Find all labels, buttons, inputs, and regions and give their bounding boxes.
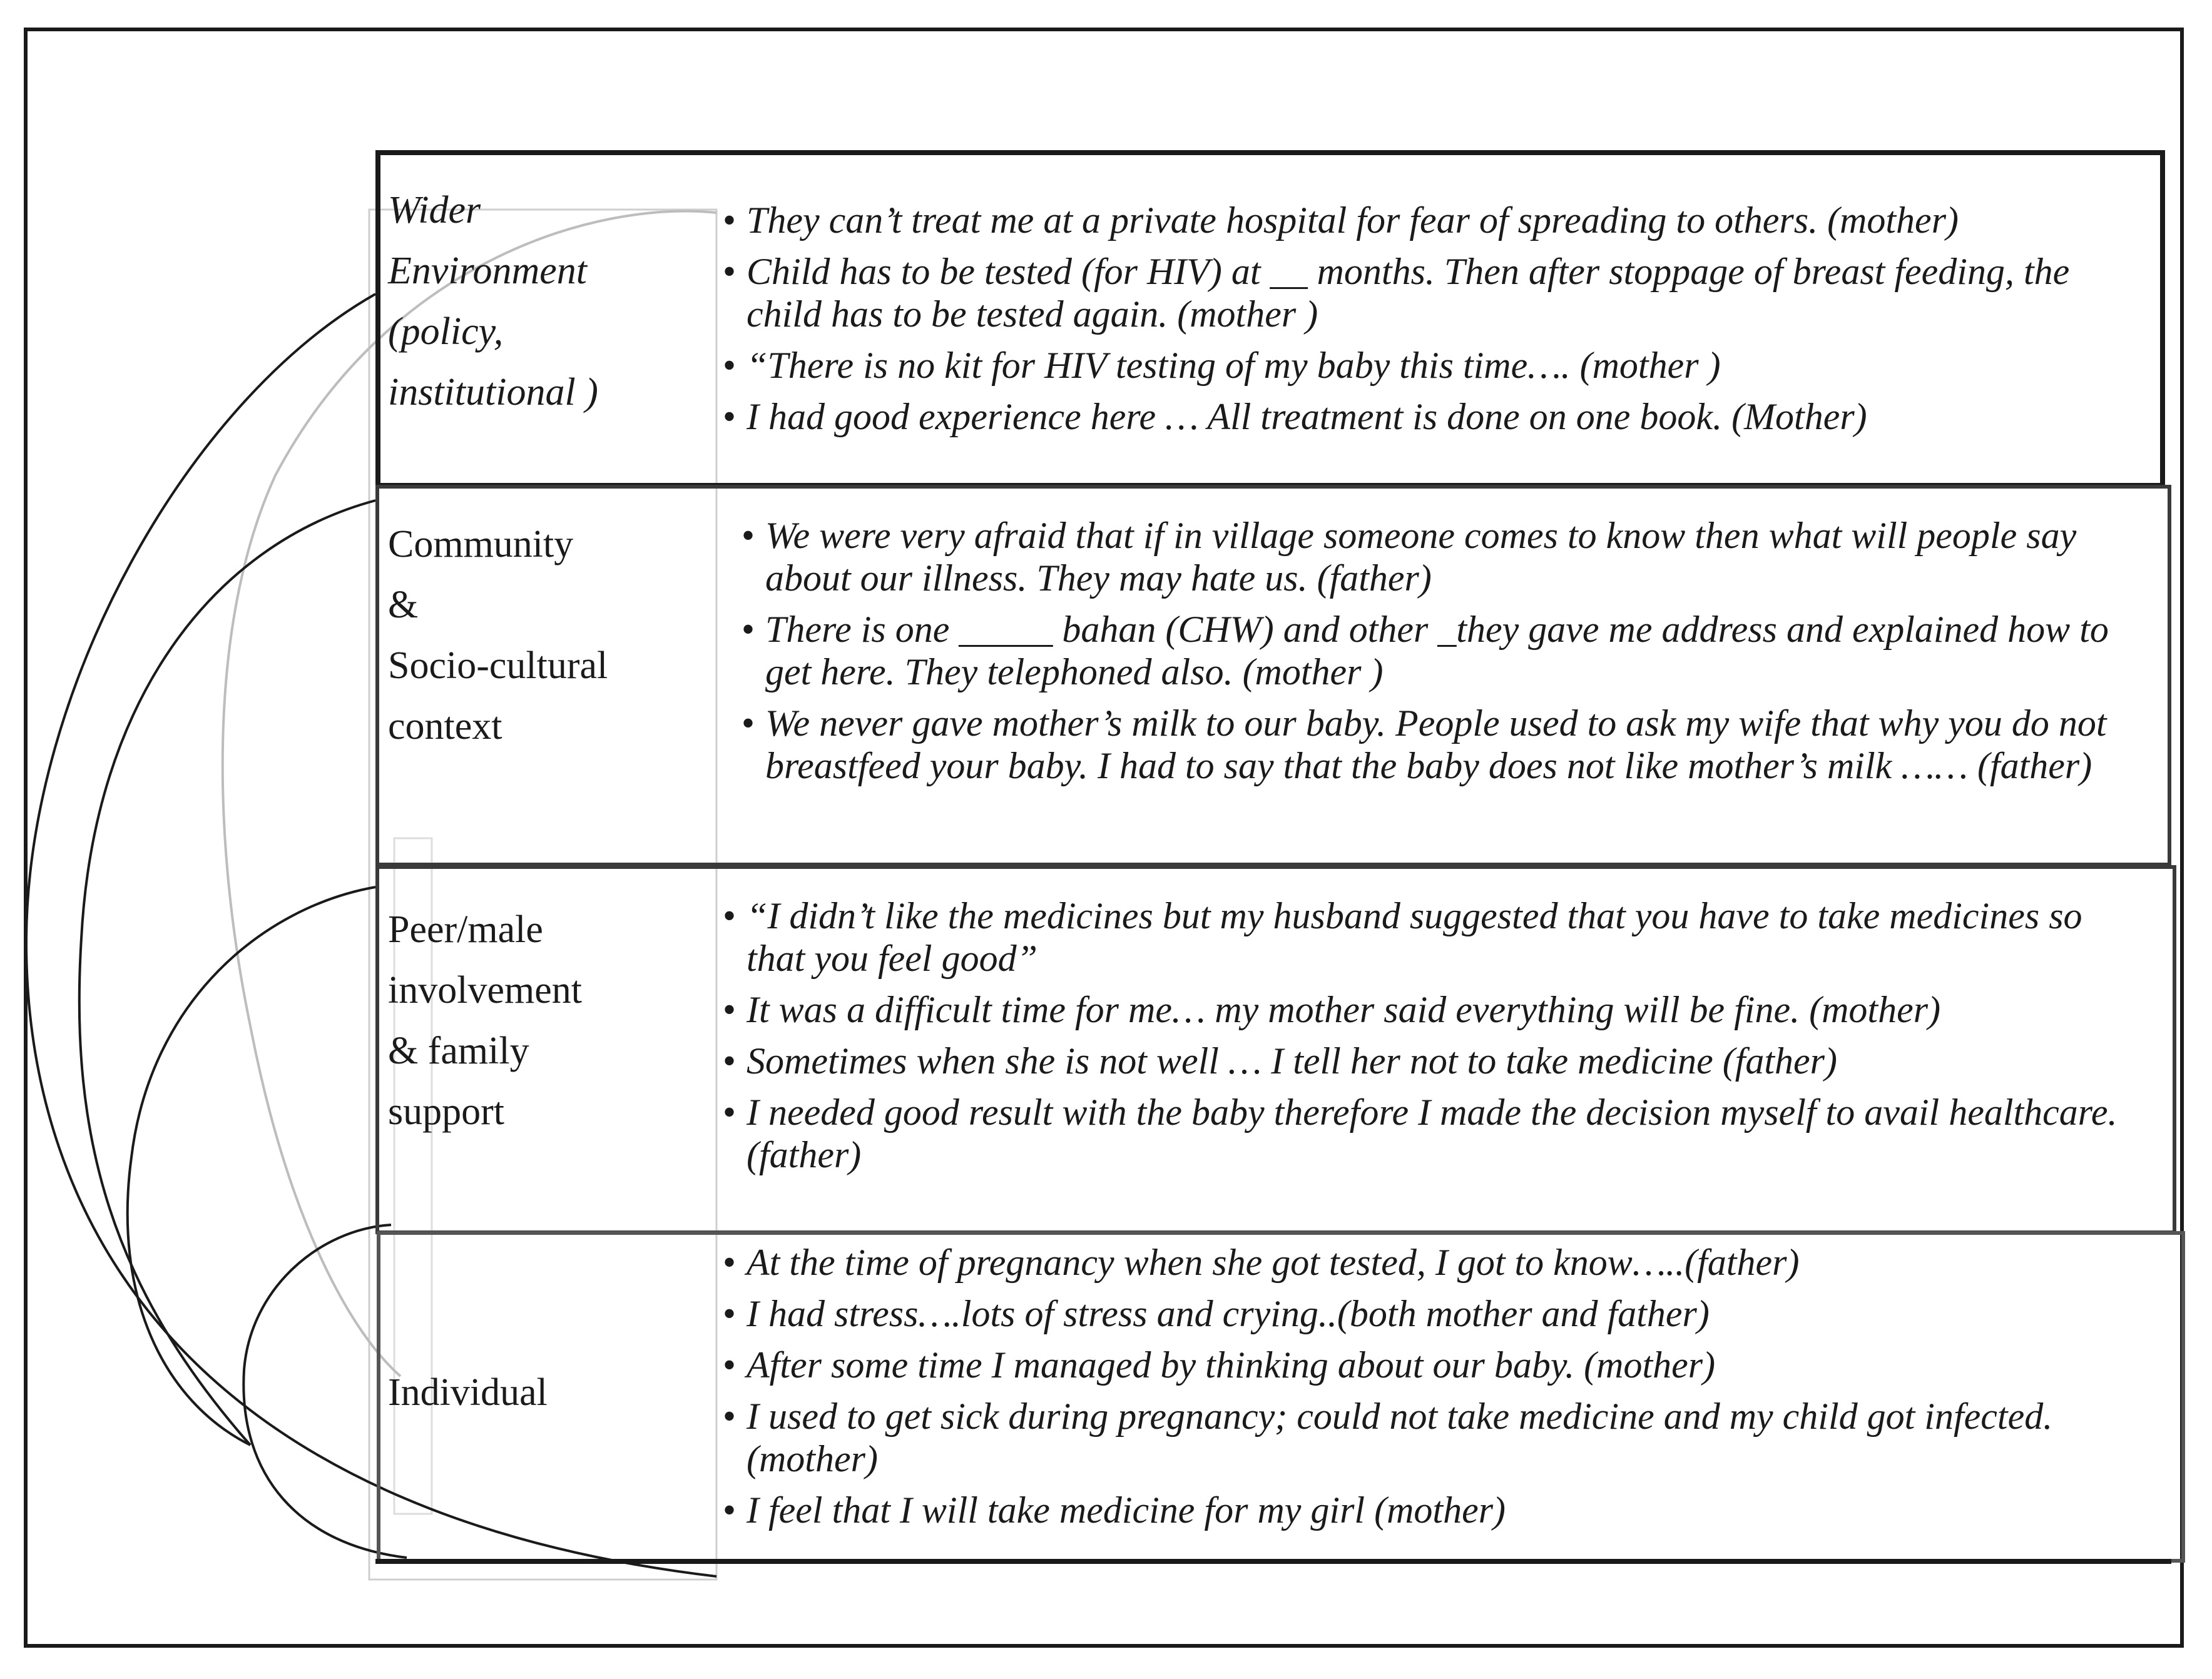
level-label-community [388, 514, 608, 757]
label-line: Wider [388, 189, 481, 231]
quotes-community [742, 514, 2137, 796]
quote-item: • We were very afraid that if in village someone comes to know then what will people say about our illness. They may hate us. (father) [742, 514, 2137, 599]
label-line: context [388, 705, 502, 748]
quote-item: • They can’t treat me at a private hospital for fear of spreading to others. (mother) [723, 199, 2124, 241]
label-line: support [388, 1090, 504, 1133]
quote-item: • Sometimes when she is not well … I tell her not to take medicine (father) [723, 1040, 2137, 1082]
level-label-wider-environment [388, 180, 598, 423]
quote-item: • It was a difficult time for me… my mother said everything will be fine. (mother) [723, 988, 2137, 1031]
quotes-individual [723, 1241, 2137, 1540]
quote-item: • I had good experience here … All treatment is done on one book. (Mother) [723, 395, 2124, 438]
quote-item: • After some time I managed by thinking about our baby. (mother) [723, 1344, 2137, 1386]
label-line: & family [388, 1030, 529, 1072]
quotes-wider-environment [723, 199, 2124, 447]
label-line: Peer/male [388, 908, 543, 951]
quote-item: • I had stress….lots of stress and crying..(both mother and father) [723, 1292, 2137, 1335]
label-line: Environment [388, 250, 587, 292]
level-label-individual [388, 1362, 548, 1423]
label-line: involvement [388, 969, 582, 1012]
level-individual-bottom-rule [375, 1559, 2171, 1564]
label-line: institutional ) [388, 371, 598, 413]
quote-item: • I needed good result with the baby therefore I made the decision myself to avail healthcare. (father) [723, 1091, 2137, 1176]
quote-item: • We never gave mother’s milk to our baby. People used to ask my wife that why you do not breastfeed your baby. I had to say that the baby does not like mother’s milk …… (father) [742, 702, 2137, 787]
quote-item: • “There is no kit for HIV testing of my baby this time…. (mother ) [723, 344, 2124, 387]
label-line: Community [388, 523, 574, 566]
quote-item: • There is one _____ bahan (CHW) and other _they gave me address and explained how to get here. They telephoned also. (mother ) [742, 608, 2137, 693]
level-label-peer-family [388, 900, 582, 1142]
label-line: Individual [388, 1371, 548, 1414]
quote-item: • “I didn’t like the medicines but my husband suggested that you have to take medicines so that you feel good” [723, 895, 2137, 980]
quotes-peer-family [723, 895, 2137, 1185]
label-line: Socio-cultural [388, 644, 608, 687]
quote-item: • At the time of pregnancy when she got tested, I got to know…..(father) [723, 1241, 2137, 1284]
quote-item: • I used to get sick during pregnancy; could not take medicine and my child got infected. (mother) [723, 1395, 2137, 1480]
label-line: (policy, [388, 310, 504, 353]
label-line: & [388, 584, 419, 626]
quote-item: • Child has to be tested (for HIV) at __ months. Then after stoppage of breast feeding, the child has to be tested again. (mother ) [723, 250, 2124, 335]
quote-item: • I feel that I will take medicine for my girl (mother) [723, 1489, 2137, 1531]
